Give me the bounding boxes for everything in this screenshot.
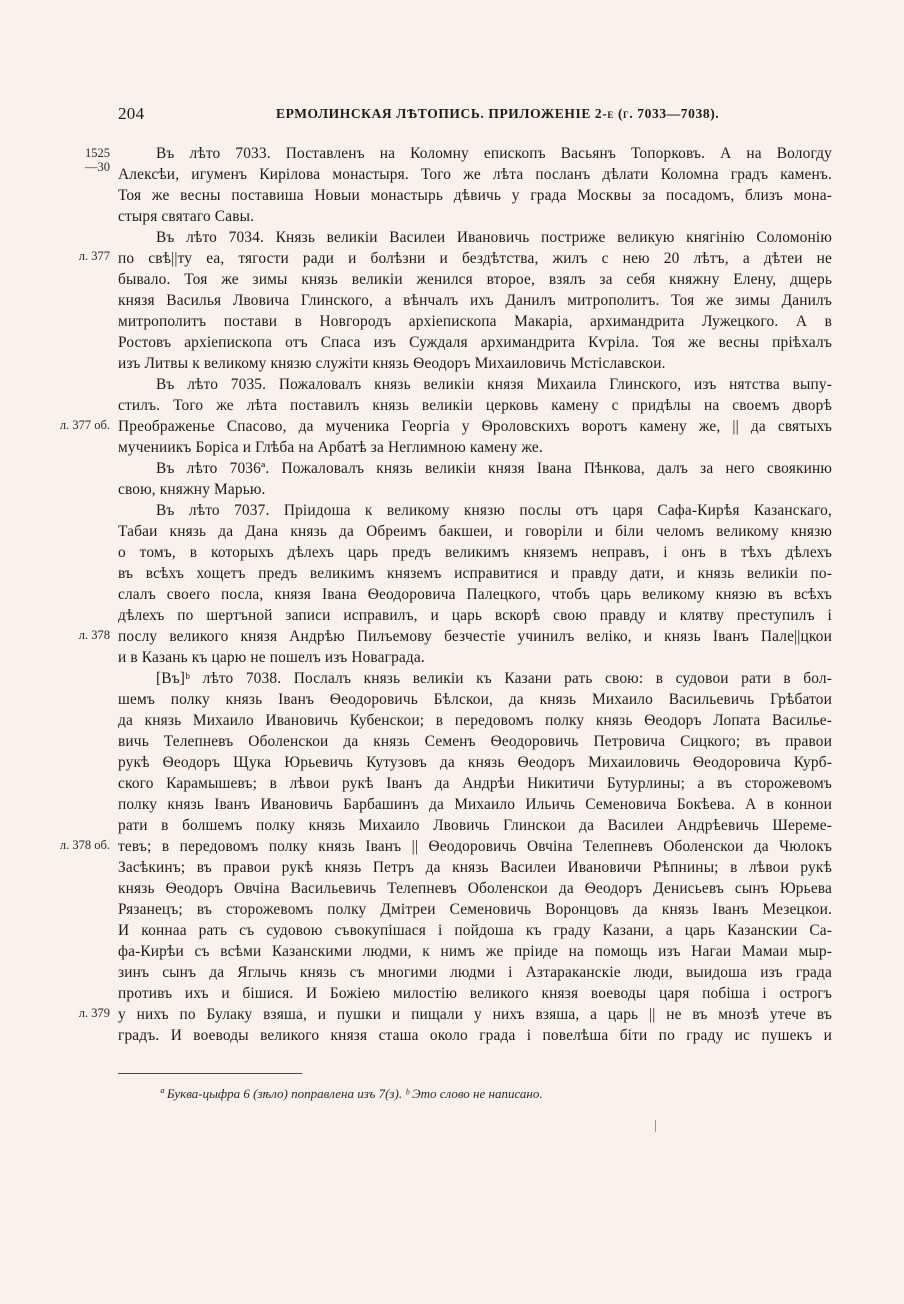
page-number: 204 [118,104,145,123]
text-line: тевъ; в передовомъ полку князь Іванъ || Ѳеодоровичь Овчіна Телепневъ Оболенскои да Чюлокъ [118,838,832,855]
text-line: Въ лѣто 7034. Князь великіи Василеи Ивановичь постриже великую княгінію Соломонію [156,229,832,246]
text-line: слалъ своего посла, князя Івана Ѳеодоровича Палецкого, чтобъ царь великому князю въ всѣхъ [118,586,832,603]
footnote: ª Буква-цыфра 6 (зѣло) поправлена изъ 7(з). ᵇ Это слово не написано. [160,1086,543,1101]
text-line: стыря святаго Савы. [118,208,255,225]
text-line: Табаи князь да Дана князь да Обреимъ бакшеи, и говоріли и біли челомъ великому князю [118,523,832,540]
text-line: князь Ѳеодоръ Овчіна Васильевичь Телепневъ Оболенскои да Ѳеодоръ Денисьевъ сынъ Юрьева [118,880,832,897]
margin-note-folio: л. 378 [78,628,110,642]
text-line: Въ лѣто 7035. Пожаловалъ князь великіи князя Михаила Глинского, изъ нятства выпу- [156,376,832,393]
text-line: рукѣ Ѳеодоръ Щука Юрьевичь Кутузовъ да князь Ѳеодоръ Михаиловичь Ѳеодоровича Курб- [118,754,832,771]
text-line: шемъ полку князь Іванъ Ѳеодоровичь Бѣлскои, да князь Михаило Васильевичь Грѣбатои [118,691,832,708]
text-line: Преображенье Спасово, да мученика Георгіа у Ѳроловскихъ воротъ камену же, || да святыхъ [118,418,832,435]
text-line: изъ Литвы к великому князю служіти князь Ѳеодоръ Михаиловичь Мстіславскои. [118,355,666,372]
text-line: стилъ. Того же лѣта поставилъ князь великіи церковь камену с придѣлы на своемъ дворѣ [118,397,832,414]
text-line: Ростовъ архіепископа отъ Спаса изъ Суждаля архимандрита Кѵріла. Тоя же весны пріѣхалъ [118,334,832,351]
text-line: у нихъ по Булаку взяша, и пушки и пищали у нихъ взяша, а царь || не въ мнозѣ утече въ [118,1006,832,1023]
text-line: Въ лѣто 7036ª. Пожаловалъ князь великіи князя Івана Пѣнкова, далъ за него своякиню [156,460,832,477]
footnote-divider [118,1073,302,1074]
text-line: рати в болшемъ полку князь Михаило Лвовичь Глинскои да Василеи Андрѣевичь Шереме- [118,817,832,834]
text-line: фа-Кирѣи съ всѣми Казанскими людми, к нимъ же пріиде на помощь изъ Нагаи Мамаи мыр- [118,943,832,960]
text-line: князя Василья Лвовича Глинского, а вѣнчалъ ихъ Данилъ митрополитъ. Тоя же зимы Данилъ [118,292,832,309]
text-line: бывало. Тоя же зимы князь великіи женился второе, взялъ за себя княжну Елену, дщерь [118,271,832,288]
running-title: ЕРМОЛИНСКАЯ ЛѢТОПИСЬ. ПРИЛОЖЕНІЕ 2-е (г. 7033—7038). [276,106,720,121]
text-line: Въ лѣто 7037. Пріидоша к великому князю послы отъ царя Сафа-Кирѣя Казанскаго, [156,502,832,519]
text-line: въ всѣхъ хощетъ предъ великимъ княземъ исправитися и правду дати, и князь великіи по- [118,565,832,582]
text-line: Тоя же весны поставиша Новыи монастырь дѣвичь у града Москвы за посадомъ, близъ мона- [118,187,832,204]
text-line: Алексѣи, игуменъ Кирілова монастыря. Того же лѣта посланъ дѣлати Коломна градъ каменъ. [118,166,832,183]
text-line: свою, княжну Марью. [118,481,266,498]
text-line: дѣлехъ по шертъной записи исправилъ, и царь вскорѣ свою правду и клятву преступилъ і [118,607,832,624]
margin-note-folio: л. 377 [78,249,110,263]
text-line: Въ лѣто 7033. Поставленъ на Коломну епископъ Васьянъ Топорковъ. А на Вологду [156,145,832,162]
margin-note-folio: л. 378 об. [59,838,110,852]
margin-note-year-range: —30 [85,160,110,174]
paper-mark [655,1120,656,1132]
text-line: о томъ, в которыхъ дѣлехъ царь предъ великимъ княземъ неправъ, і онъ в тѣхъ дѣлехъ [118,544,832,561]
margin-note-year: 1525 [85,146,110,160]
text-line: И коннаа рать съ судовою съвокупішася і пойдоша къ граду Казани, а царь Казанскии Са- [118,922,832,939]
text-line: противъ ихъ и бішися. И Божіею милостію великого князя воеводы царя побіша і острогъ [118,985,832,1002]
text-line: послу великого князя Андрѣю Пилъемову безчестіе учинилъ веліко, и князь Іванъ Пале||цкои [118,628,832,645]
text-line: градъ. И воеводы великого князя сташа около града і повелѣша біти по граду ис пушекъ и [118,1027,832,1044]
text-line: по свѣ||ту еа, тягости ради и болѣзни и бездѣтства, жилъ с нею 20 лѣтъ, а дѣтеи не [118,250,832,267]
text-line: полку князь Іванъ Ивановичь Барбашинъ да Михаило Ильичь Семеновича Бокѣева. А в коннои [118,796,832,813]
text-line: митрополитъ постави в Новгородъ архіепископа Макаріа, архимандрита Лужецкого. А в [118,313,832,330]
text-line: и в Казань къ царю не пошелъ изъ Новаграда. [118,649,425,666]
page-header [118,104,832,124]
text-line: зинъ сынъ да Яглычь князь съ многими людми і Азтараканскіе люди, выидоша изъ града [118,964,832,981]
text-line: Засѣкинъ; въ правои рукѣ князь Петръ да князь Василеи Ивановичи Рѣпнины; в лѣвои рукѣ [118,859,832,876]
text-line: Рязанецъ; въ сторожевомъ полку Дмітреи Семеновичь Воронцовъ да князь Іванъ Мезецкои. [118,901,832,918]
text-line: [Въ]ᵇ лѣто 7038. Послалъ князь великіи къ Казани рать свою: в судовои рати в бол- [156,670,832,687]
text-line: ского Карамышевъ; в лѣвои рукѣ Іванъ да Андрѣи Никитичи Бутурлины; а въ сторожевомъ [118,775,832,792]
text-line: да князь Михаило Ивановичь Кубенскои; в передовомъ полку князь Ѳеодоръ Лопата Василье- [118,712,832,729]
text-line: вичь Телепневъ Оболенскои да князь Семенъ Ѳеодоровичь Петровича Сицкого; въ правои [118,733,832,750]
text-line: мучениикъ Боріса и Глѣба на Арбатѣ за Неглимною камену же. [118,439,543,456]
margin-note-folio: л. 379 [78,1006,110,1020]
margin-note-folio: л. 377 об. [59,418,110,432]
